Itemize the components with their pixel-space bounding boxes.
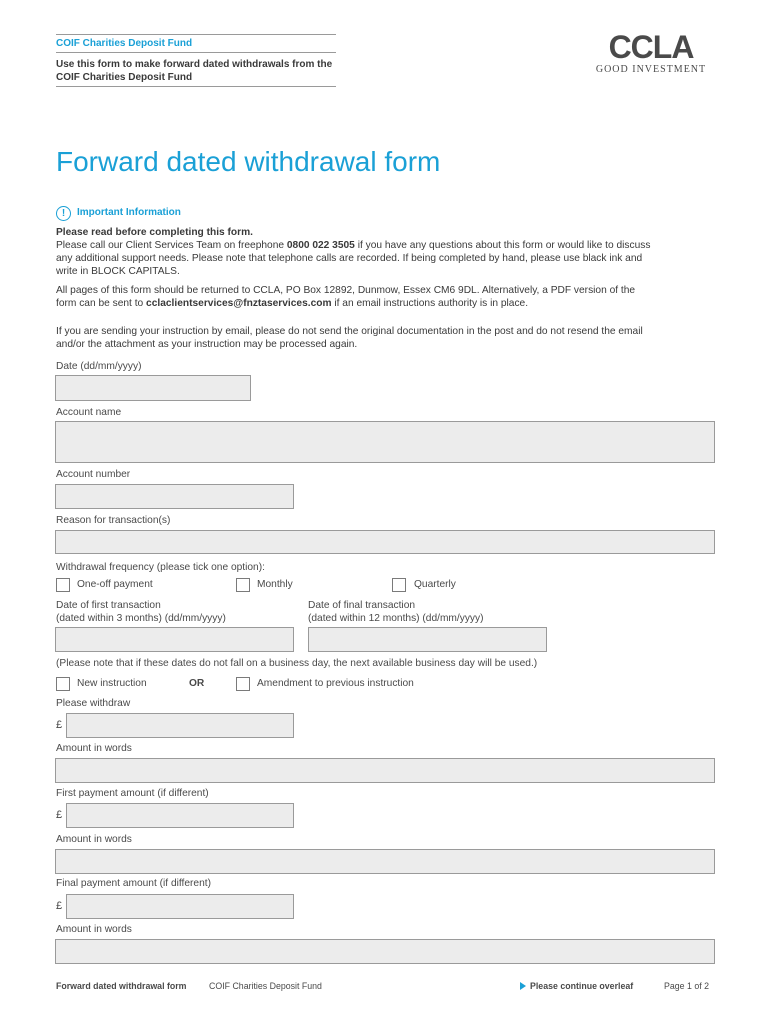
amendment-label: Amendment to previous instruction bbox=[257, 678, 414, 689]
new-instruction-label: New instruction bbox=[77, 678, 147, 689]
first-date-label-line2: (dated within 3 months) (dd/mm/yyyy) bbox=[56, 613, 226, 624]
first-date-field[interactable] bbox=[55, 627, 294, 652]
fund-title: COIF Charities Deposit Fund bbox=[56, 38, 193, 49]
final-payment-currency: £ bbox=[56, 900, 63, 912]
first-date-label bbox=[56, 599, 226, 625]
footer-form-name: Forward dated withdrawal form bbox=[56, 981, 187, 991]
header-top-rule bbox=[56, 34, 336, 35]
quarterly-checkbox[interactable] bbox=[392, 578, 406, 592]
reason-label: Reason for transaction(s) bbox=[56, 515, 171, 526]
read-before-text: Please read before completing this form. bbox=[56, 227, 254, 238]
form-purpose-text: Use this form to make forward dated withdrawals from the COIF Charities Deposit Fund bbox=[56, 59, 333, 83]
continue-overleaf-text: Please continue overleaf bbox=[530, 981, 634, 991]
exclamation-circle-icon: ! bbox=[56, 206, 71, 221]
one-off-label: One-off payment bbox=[77, 579, 153, 590]
amendment-checkbox[interactable] bbox=[236, 677, 250, 691]
ccla-logo bbox=[586, 30, 716, 75]
p2-after: if an email instructions authority is in place. bbox=[331, 298, 529, 309]
page-number: Page 1 of 2 bbox=[664, 981, 709, 991]
quarterly-label: Quarterly bbox=[414, 579, 456, 590]
business-day-note: (Please note that if these dates do not fall on a business day, the next available business day will be used.) bbox=[56, 658, 538, 669]
first-payment-currency: £ bbox=[56, 809, 63, 821]
or-label: OR bbox=[189, 678, 205, 689]
email-address: cclaclientservices@fnztaservices.com bbox=[146, 298, 332, 309]
first-words-field[interactable] bbox=[55, 849, 715, 874]
account-number-label: Account number bbox=[56, 469, 131, 480]
p1-after: if you have any questions about this form or would like to discuss any additional support needs. Please note that telephone calls are recorded. If being completed by hand, please use black ink and write in BLOCK CAPITALS. bbox=[56, 240, 651, 277]
frequency-label: Withdrawal frequency (please tick one option): bbox=[56, 562, 265, 573]
account-number-field[interactable] bbox=[55, 484, 294, 509]
header-mid-rule bbox=[56, 52, 336, 53]
footer-fund: COIF Charities Deposit Fund bbox=[209, 981, 322, 991]
important-info-heading: Important Information bbox=[77, 207, 181, 218]
page-title: Forward dated withdrawal form bbox=[56, 146, 441, 177]
final-words-field[interactable] bbox=[55, 939, 715, 964]
one-off-checkbox[interactable] bbox=[56, 578, 70, 592]
first-date-label-line1: Date of first transaction bbox=[56, 600, 161, 611]
info-paragraph-2 bbox=[56, 284, 656, 310]
final-date-field[interactable] bbox=[308, 627, 547, 652]
continue-overleaf bbox=[520, 981, 633, 991]
withdraw-label: Please withdraw bbox=[56, 698, 131, 709]
first-payment-label: First payment amount (if different) bbox=[56, 788, 209, 799]
triangle-right-icon bbox=[520, 982, 526, 990]
final-payment-label: Final payment amount (if different) bbox=[56, 878, 211, 889]
final-date-label-line2: (dated within 12 months) (dd/mm/yyyy) bbox=[308, 613, 484, 624]
monthly-label: Monthly bbox=[257, 579, 293, 590]
amount-words-field[interactable] bbox=[55, 758, 715, 783]
final-date-label bbox=[308, 599, 484, 625]
info-paragraph-3: If you are sending your instruction by email, please do not send the original documentation in the post and do not resend the email and/or the attachment as your instruction may be processed again. bbox=[56, 326, 643, 350]
p1-before: Please call our Client Services Team on freephone bbox=[56, 240, 287, 251]
final-payment-field[interactable] bbox=[66, 894, 294, 919]
reason-field[interactable] bbox=[55, 530, 715, 554]
date-field[interactable] bbox=[55, 375, 251, 401]
header-bottom-rule bbox=[56, 86, 336, 87]
amount-words-label: Amount in words bbox=[56, 743, 132, 754]
final-words-label: Amount in words bbox=[56, 924, 132, 935]
logo-text: CCLA bbox=[608, 29, 694, 65]
account-name-field[interactable] bbox=[55, 421, 715, 463]
logo-subtext: GOOD INVESTMENT bbox=[595, 64, 707, 75]
final-date-label-line1: Date of final transaction bbox=[308, 600, 416, 611]
monthly-checkbox[interactable] bbox=[236, 578, 250, 592]
phone-number: 0800 022 3505 bbox=[286, 240, 355, 251]
first-payment-field[interactable] bbox=[66, 803, 294, 828]
info-paragraph-1 bbox=[56, 226, 656, 278]
withdraw-currency: £ bbox=[56, 719, 63, 731]
new-instruction-checkbox[interactable] bbox=[56, 677, 70, 691]
withdraw-amount-field[interactable] bbox=[66, 713, 294, 738]
p2-before: All pages of this form should be returned to CCLA, PO Box 12892, Dunmow, Essex CM6 9DL. Alternatively, a PDF version of the form can be sent to bbox=[56, 285, 636, 309]
date-label: Date (dd/mm/yyyy) bbox=[56, 361, 142, 372]
first-words-label: Amount in words bbox=[56, 834, 132, 845]
account-name-label: Account name bbox=[56, 407, 122, 418]
